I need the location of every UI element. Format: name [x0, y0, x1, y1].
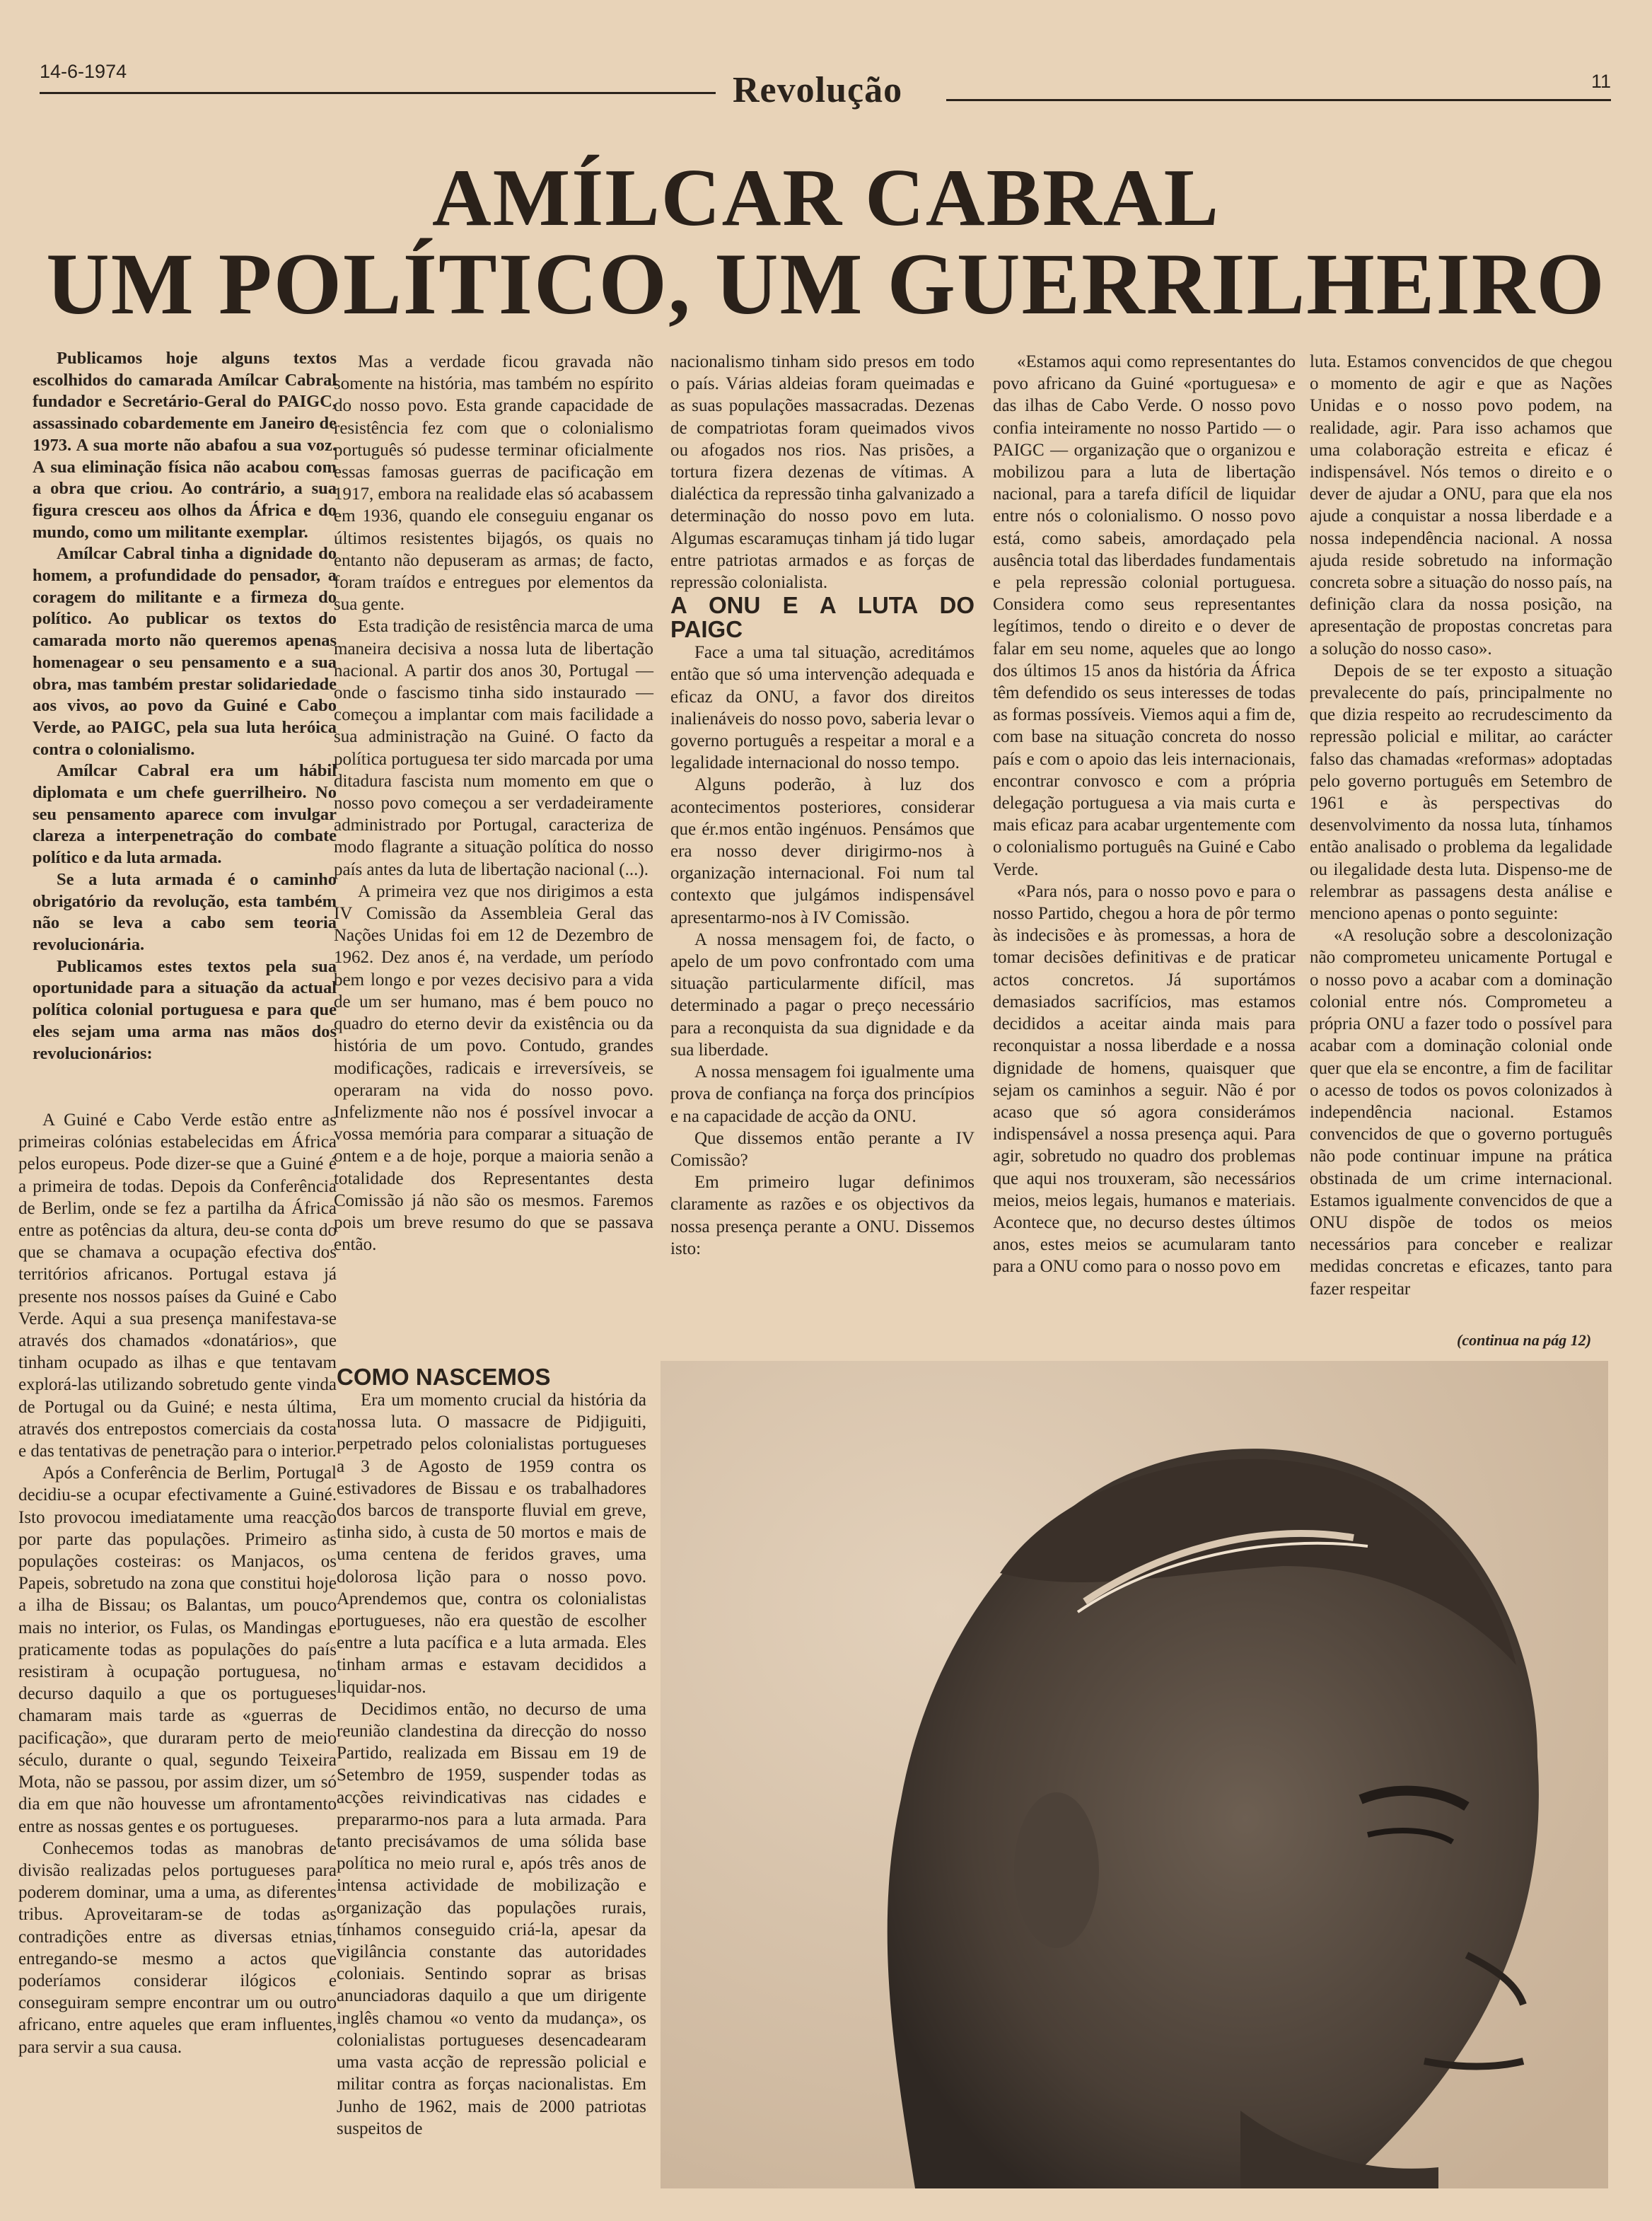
- column-5: [1310, 351, 1612, 1300]
- body-paragraph: Esta tradição de resistência marca de uma maneira decisiva a nossa luta de libertação nacional. A partir dos anos 30, Portugal — onde o fascismo tinha sido instaurado — começou a implantar com mais facilidade a sua administração na Guiné. O facto da política portuguesa ter sido marcada por uma ditadura fascista num momento em que o nosso povo começou a ser verdadeiramente administrado por Portugal, caracteriza de modo flagrante a situação política do nosso país antes da luta de libertação nacional (...).: [334, 617, 653, 879]
- body-paragraph: A Guiné e Cabo Verde estão entre as primeiras colónias estabelecidas em África pelos europeus. Pode dizer-se que a Guiné é a primeira de todas. Depois da Conferência de Berlim, onde se fez a partilha da África entre as potências da altura, deu-se conta do que se chamava a ocupação efectiva dos territórios africanos. Portugal estava já presente nos nossos países da Guiné e Cabo Verde. Aqui a sua presença manifestava-se através dos chamados «donatários», que tinham ocupado as ilhas e que tentavam explorá-las utilizando sobretudo gente vinda de Portugal ou da Guiné; e nesta última, através dos entrepostos comerciais da costa e das tentativas de penetração para o interior.: [18, 1110, 337, 1461]
- body-paragraph: «Estamos aqui como representantes do povo africano da Guiné «portuguesa» e das ilhas de Cabo Verde. O nosso povo confia inteiramente no nosso Partido — o PAIGC — organização que o organizou e mobilizou para a luta de libertação nacional, para a tarefa difícil de liquidar entre nós o colonialismo. O nosso povo está, como sabeis, amordaçado pela ausência total das liberdades fundamentais e pela repressão colonial portuguesa. Considera como seus representantes legítimos, tendo o direito e o dever de falar em seu nome, aqueles que ao longo dos últimos 15 anos da história da África têm defendido os seus interesses de todas as formas possíveis. Viemos aqui a fim de, com base na situação concreta do nosso país e com o apoio das leis internacionais, encontrar convosco e com a própria delegação portuguesa a via mais curta e mais eficaz para acabar urgentemente com o colonialismo português na Guiné e Cabo Verde.: [993, 352, 1296, 879]
- body-paragraph: Face a uma tal situação, acreditámos então que só uma intervenção adequada e eficaz da ONU, a favor dos direitos inalienáveis do nosso povo, saberia levar o governo português a respeitar a moral e a legalidade internacional do nosso tempo.: [670, 643, 975, 773]
- body-paragraph: A nossa mensagem foi, de facto, o apelo de um povo confrontado com uma situação particularmente difícil, mas determinado a pagar o preço necessário para a reconquista da sua dignidade e da sua liberdade.: [670, 929, 975, 1060]
- body-paragraph: Conhecemos todas as manobras de divisão realizadas pelos portugueses para poderem dominar, uma a uma, as diferentes tribus. Aproveitaram-se de todas as contradições entre as diversas etnias, entregando-se mesmo a actos que poderíamos considerar ilógicos e conseguiram sempre encontrar um ou outro africano, entre aqueles que eram influentes, para servir a sua causa.: [18, 1838, 337, 2057]
- body-paragraph: luta. Estamos convencidos de que chegou o momento de agir e que as Nações Unidas e o nosso povo podem, na realidade, agir. Para isso achamos que uma colaboração estreita e eficaz é indispensável. Nós temos o direito e o dever de ajudar a ONU, para que ela nos ajude a conquistar a nossa liberdade e a nossa independência nacional. A nossa ajuda reside sobretudo na informação concreta sobre a situação do nosso país, na definição clara da nossa posição, na apresentação de propostas concretas para a solução do nosso caso».: [1310, 352, 1612, 659]
- column-4: [993, 351, 1296, 1278]
- section-subhead: A ONU E A LUTA DO PAIGC: [670, 592, 975, 643]
- intro-paragraph: Publicamos hoje alguns textos escolhidos do camarada Amílcar Cabral fundador e Secretário-Geral do PAIGC, assassinado cobardemente em Janeiro de 1973. A sua morte não abafou a sua voz. A sua eliminação física não acabou com a obra que criou. Ao contrário, a sua figura cresceu aos olhos da África e do mundo, como um militante exemplar.: [33, 349, 337, 542]
- column-3: [670, 351, 975, 1260]
- section-subhead: COMO NASCEMOS: [337, 1364, 551, 1390]
- column-1-body: [18, 1109, 337, 2058]
- page-number: 11: [1590, 71, 1611, 92]
- intro-paragraph: Se a luta armada é o caminho obrigatório da revolução, esta também não se leva a cabo sem teoria revolucionária.: [33, 869, 337, 954]
- body-paragraph: Após a Conferência de Berlim, Portugal decidiu-se a ocupar efectivamente a Guiné. Isto provocou imediatamente uma reacção por parte das populações. Primeiro as populações costeiras: os Manjacos, os Papeis, sobretudo na zona que constitui hoje a ilha de Bissau; os Balantas, um pouco mais no interior, os Fulas, os Mandingas e praticamente todas as populações do país resistiram à ocupação portuguesa, no decurso daquilo a que os portugueses chamaram mais tarde as «guerras de pacificação», que duraram perto de meio século, durante o qual, segundo Teixeira Mota, não se passou, por assim dizer, um só dia em que não houvesse um afrontamento entre as nossas gentes e os portugueses.: [18, 1463, 337, 1836]
- ear: [1014, 1792, 1099, 1948]
- body-paragraph: Decidimos então, no decurso de uma reunião clandestina da direcção do nosso Partido, realizada em Bissau em 19 de Setembro de 1959, suspender todas as acções reivindicativas nas cidades e prepararmo-nos para a luta armada. Para tanto precisávamos de uma sólida base política no meio rural e, após três anos de intensa actividade de mobilização e organização das populações rurais, tínhamos conseguido criá-la, apesar da vigilância constante das autoridades coloniais. Sentindo soprar as brisas anunciadoras daquilo a que um dirigente inglês chamou «o vento da mudança», os colonialistas portugueses desencadearam uma vasta acção de repressão policial e militar contra as forças nacionalistas. Em Junho de 1962, mais de 2000 patriotas suspeitos de: [337, 1699, 646, 2138]
- portrait-photo: [661, 1361, 1608, 2188]
- intro-paragraph: Publicamos estes textos pela sua oportunidade para a situação da actual política colonial portuguesa e para que eles sejam uma arma nas mãos dos revolucionários:: [33, 956, 337, 1063]
- body-paragraph: A nossa mensagem foi igualmente uma prova de confiança na força dos princípios e na capacidade de acção da ONU.: [670, 1062, 975, 1126]
- body-paragraph: Alguns poderão, à luz dos acontecimentos posteriores, considerar que ér.mos então ingénuos. Pensámos que era nosso dever dirigirmo-nos à organização internacional. Foi num tal contexto que julgámos indispensável apresentarmo-nos à IV Comissão.: [670, 775, 975, 927]
- body-paragraph: nacionalismo tinham sido presos em todo o país. Várias aldeias foram queimadas e as suas populações massacradas. Dezenas de compatriotas foram queimados vivos ou afogados nos rios. Nas prisões, a tortura fizera dezenas de vítimas. A dialéctica da repressão tinha galvanizado a determinação do nosso povo em luta. Algumas escaramuças tinham já tido lugar entre patriotas armados e as forças de repressão colonialista.: [670, 352, 975, 593]
- headline-line-2: UM POLÍTICO, UM GUERRILHEIRO: [46, 236, 1606, 332]
- masthead-rule-left: [40, 92, 716, 94]
- column-2-lower: [337, 1365, 646, 2140]
- issue-date: 14-6-1974: [40, 61, 127, 82]
- body-paragraph: A primeira vez que nos dirigimos a esta IV Comissão da Assembleia Geral das Nações Unidas foi em 12 de Dezembro de 1962. Dez anos é, na verdade, um período bem longo e por vezes decisivo para a vida de um ser humano, mas é bem pouco no quadro do eterno devir da existência ou da história de um povo. Contudo, grandes modificações, radicais e irreversíveis, se operaram na vida do nosso povo. Infelizmente não nos é possível invocar a vossa memória para comparar a situação de ontem e a de hoje, porque a maioria senão a totalidade dos Representantes desta Comissão já não são os mesmos. Faremos pois um breve resumo do que se passava então.: [334, 881, 653, 1255]
- body-paragraph: Em primeiro lugar definimos claramente as razões e os objectivos da nossa presença perante a ONU. Dissemos isto:: [670, 1173, 975, 1258]
- body-paragraph: Era um momento crucial da história da nossa luta. O massacre de Pidjiguiti, perpetrado pelos colonialistas portugueses a 3 de Agosto de 1959 contra os estivadores de Bissau e os trabalhadores dos barcos de transporte fluvial em greve, tinha sido, à custa de 50 mortos e mais de uma centena de feridos graves, uma dolorosa lição para o nosso povo. Aprendemos que, contra os colonialistas portugueses, não era questão de escolher entre a luta pacífica e a luta armada. Eles tinham armas e estavam decididos a liquidar-nos.: [337, 1391, 646, 1697]
- body-paragraph: Que dissemos então perante a IV Comissão?: [670, 1128, 975, 1170]
- intro-paragraph: Amílcar Cabral tinha a dignidade do homem, a profundidade do pensador, a coragem do militante e a firmeza do político. Ao publicar os textos do camarada morto não queremos apenas homenagear o seu pensamento e a sua obra, mas também prestar solidariedade aos vivos, ao povo da Guiné e Cabo Verde, ao PAIGC, pela sua luta heróica contra o colonialismo.: [33, 544, 337, 759]
- headline-line-1: AMÍLCAR CABRAL: [432, 153, 1220, 243]
- body-paragraph: «A resolução sobre a descolonização não comprometeu unicamente Portugal e o nosso povo a acabar com a dominação colonial entre nós. Comprometeu a própria ONU a fazer todo o possível para acabar com a dominação colonial onde quer que ela se encontre, a fim de facilitar o acesso de todos os povos colonizados à independência nacional. Estamos convencidos de que o governo português não pode continuar impune na prática obstinada de um crime internacional. Estamos igualmente convencidos de que a ONU dispõe de todos os meios necessários para conceber e realizar medidas concretas e eficazes, tanto para fazer respeitar: [1310, 926, 1612, 1299]
- body-paragraph: Depois de se ter exposto a situação prevalecente do país, principalmente no que dizia respeito ao recrudescimento da repressão policial e militar, ao carácter falso das chamadas «reformas» adoptadas pelo governo português em Setembro de 1961 e às perspectivas do desenvolvimento da nossa luta, tínhamos então analisado o problema da legalidade ou ilegalidade desta luta. Dispenso-me de relembrar as passagens desta análise e menciono apenas o ponto seguinte:: [1310, 661, 1612, 924]
- column-2: [334, 351, 653, 1256]
- masthead-rule-right: [946, 99, 1611, 101]
- body-paragraph: «Para nós, para o nosso povo e para o nosso Partido, chegou a hora de pôr termo às indecisões e às promessas, a hora de tomar decisões definitivas e de praticar actos concretos. Já suportámos demasiados sacrifícios, mas estamos decididos a aceitar ainda mais para reconquistar a nossa liberdade e a nossa dignidade de homens, quaisquer que sejam os caminhos a seguir. Não é por acaso que só agora considerámos indispensável a nossa presença aqui. Para agir, sobretudo no quadro dos problemas que aqui nos trouxeram, são necessários meios, meios legais, humanos e materiais. Acontece que, no decurso destes últimos anos, estes meios se acumularam tanto para a ONU como para o nosso povo em: [993, 881, 1296, 1277]
- body-paragraph: Mas a verdade ficou gravada não somente na história, mas também no espírito do nosso povo. Esta grande capacidade de resistência fez com que o colonialismo português só pudesse terminar oficialmente essas famosas guerras de pacificação em 1917, embora na realidade elas só acabassem em 1936, quando ele conseguiu enganar os últimos resistentes bijagós, os quais no entanto não depuseram as armas; de facto, foram traídos e entregues por elementos da sua gente.: [334, 352, 653, 615]
- publication-title: Revolução: [733, 70, 903, 110]
- portrait-illustration: [661, 1361, 1608, 2188]
- intro-paragraph: Amílcar Cabral era um hábil diplomata e um chefe guerrilheiro. No seu pensamento aparece com invulgar clareza a interpenetração do combate político e da luta armada.: [33, 761, 337, 868]
- intro-block: [33, 348, 337, 1065]
- continued-note: (continua na pág 12): [1457, 1331, 1592, 1349]
